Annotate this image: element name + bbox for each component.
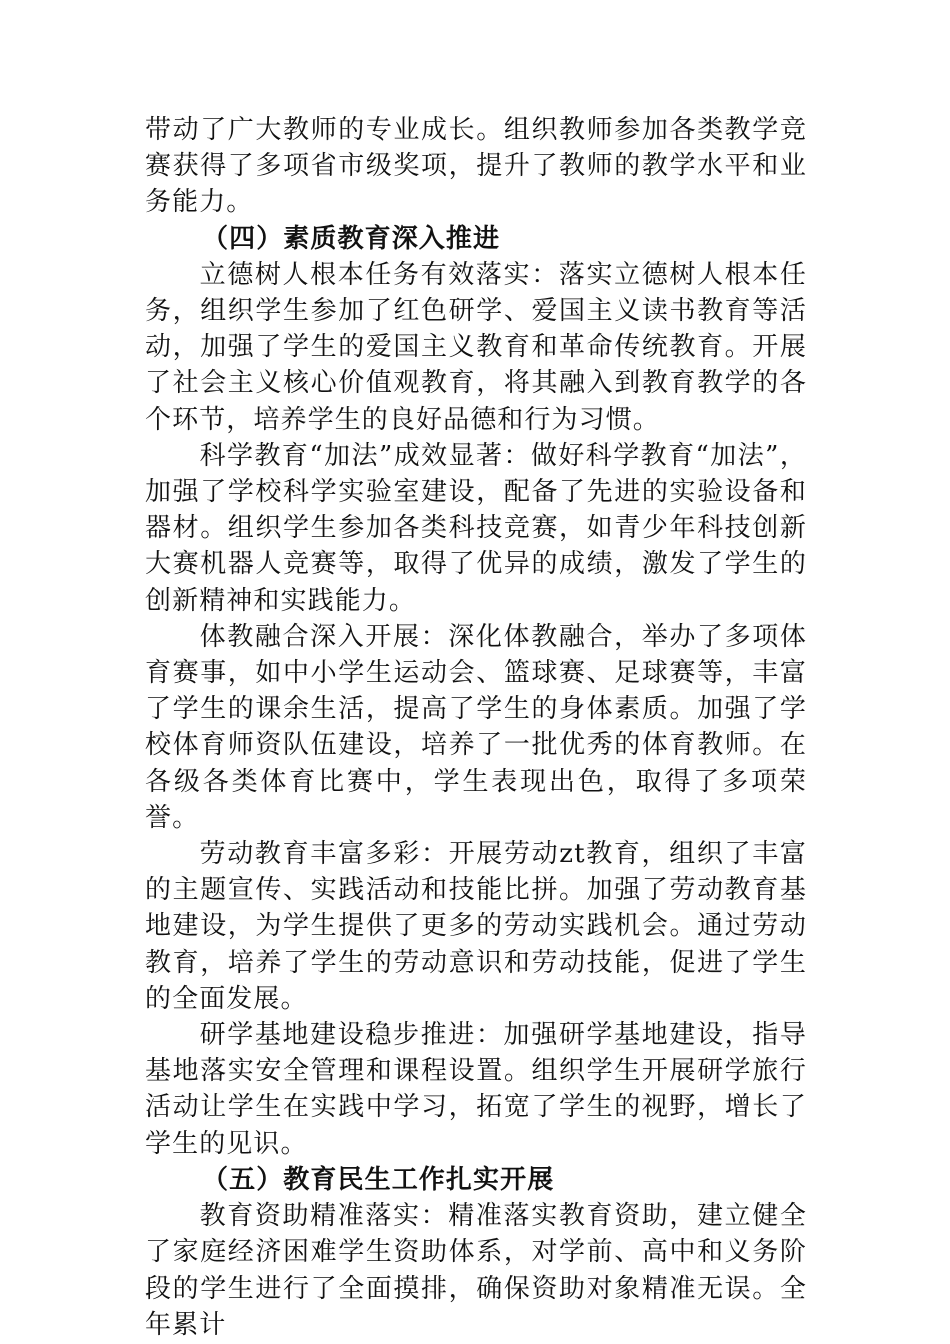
paragraph: 科学教育“加法”成效显著：做好科学教育“加法”，加强了学校科学实验室建设，配备了先进的实验设备和器材。组织学生参加各类科技竞赛，如青少年科技创新大赛机器人竞赛等，取得了优异的成绩，激发了学生的创新精神和实践能力。 [145,440,807,616]
paragraph: 体教融合深入开展：深化体教融合，举办了多项体育赛事，如中小学生运动会、篮球赛、足球赛等，丰富了学生的课余生活，提高了学生的身体素质。加强了学校体育师资队伍建设，培养了一批优秀的体育教师。在各级各类体育比赛中，学生表现出色，取得了多项荣誉。 [145,621,807,833]
paragraph: 研学基地建设稳步推进：加强研学基地建设，指导基地落实安全管理和课程设置。组织学生开展研学旅行活动让学生在实践中学习，拓宽了学生的视野，增长了学生的见识。 [145,1020,807,1159]
document-body [145,112,807,1343]
paragraph: 劳动教育丰富多彩：开展劳动zt教育，组织了丰富的主题宣传、实践活动和技能比拼。加强了劳动教育基地建设，为学生提供了更多的劳动实践机会。通过劳动教育，培养了学生的劳动意识和劳动技能，促进了学生的全面发展。 [145,839,807,1014]
paragraph: 立德树人根本任务有效落实：落实立德树人根本任务，组织学生参加了红色研学、爱国主义读书教育等活动，加强了学生的爱国主义教育和革命传统教育。开展了社会主义核心价值观教育，将其融入到教育教学的各个环节，培养学生的良好品德和行为习惯。 [145,259,807,435]
paragraph: 教育资助精准落实：精准落实教育资助，建立健全了家庭经济困难学生资助体系，对学前、高中和义务阶段的学生进行了全面摸排，确保资助对象精准无误。全年累计 [145,1201,807,1340]
section-heading-5: （五）教育民生工作扎实开展 [202,1164,555,1195]
paragraph-continued: 带动了广大教师的专业成长。组织教师参加各类教学竞赛获得了多项省市级奖项，提升了教师的教学水平和业务能力。 [145,115,807,218]
section-heading-4: （四）素质教育深入推进 [202,223,501,254]
